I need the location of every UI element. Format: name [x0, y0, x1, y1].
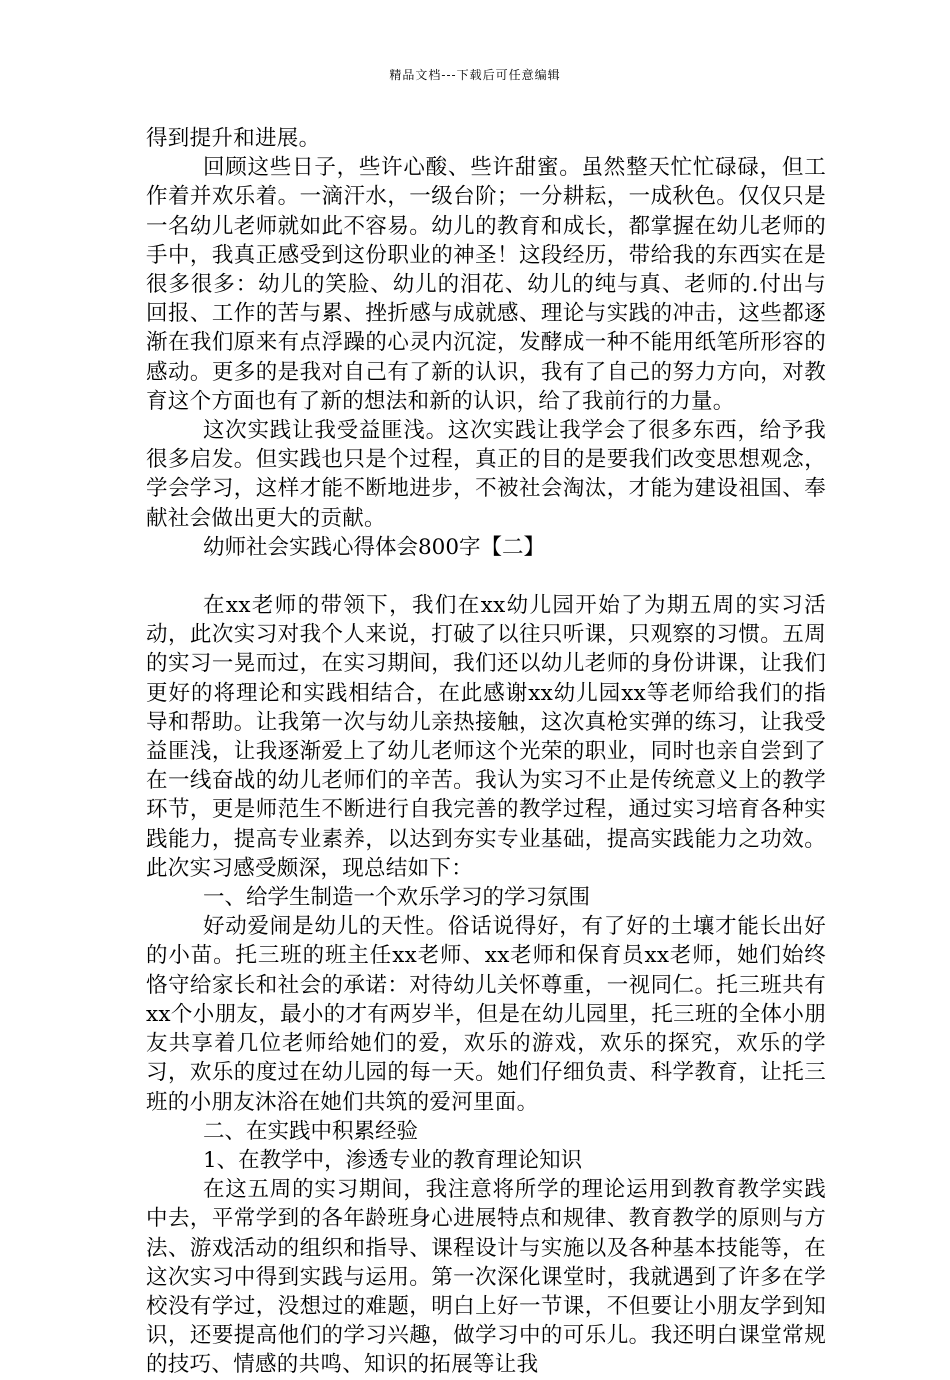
subsection-heading: 1、在教学中，渗透专业的教育理论知识: [203, 1147, 583, 1173]
paragraph: 得到提升和进展。: [146, 126, 321, 151]
paragraph: 回顾这些日子，些许心酸、些许甜蜜。虽然整天忙忙碌碌，但工作着并欢乐着。一滴汗水，一级台阶；一分耕耘，一成秋色。仅仅只是一名幼儿老师就如此不容易。幼儿的教育和成长，都掌握在幼儿老师的手中，我真正感受到这份职业的神圣！这段经历，带给我的东西实在是很多很多：幼儿的笑脸、幼儿的泪花、幼儿的纯与真、老师的.付出与回报、工作的苦与累、挫折感与成就感、理论与实践的冲击，这些都逐渐在我们原来有点浮躁的心灵内沉淀，发酵成一种不能用纸笔所形容的感动。更多的是我对自己有了新的认识，我有了自己的努力方向，对教育这个方面也有了新的想法和新的认识，给了我前行的力量。: [146, 155, 826, 414]
paragraph: 在这五周的实习期间，我注意将所学的理论运用到教育教学实践中去，平常学到的各年龄班身心进展特点和规律、教育教学的原则与方法、游戏活动的组织和指导、课程设计与实施以及各种基本技能等，在这次实习中得到实践与运用。第一次深化课堂时，我就遇到了许多在学校没有学过，没想过的难题，明白上好一节课，不但要让小朋友学到知识，还要提高他们的学习兴趣，做学习中的可乐儿。我还明白课堂常规的技巧、情感的共鸣、知识的拓展等让我: [146, 1177, 826, 1378]
section-heading: 一、给学生制造一个欢乐学习的学习氛围: [203, 885, 591, 911]
section-title: 幼师社会实践心得体会800字【二】: [203, 534, 546, 560]
paragraph: 在xx老师的带领下，我们在xx幼儿园开始了为期五周的实习活动，此次实习对我个人来说，打破了以往只听课，只观察的习惯。五周的实习一晃而过，在实习期间，我们还以幼儿老师的身份讲课，让我们更好的将理论和实践相结合，在此感谢xx幼儿园xx等老师给我们的指导和帮助。让我第一次与幼儿亲热接触，这次真枪实弹的练习，让我受益匪浅，让我逐渐爱上了幼儿老师这个光荣的职业，同时也亲自尝到了在一线奋战的幼儿老师们的辛苦。我认为实习不止是传统意义上的教学环节，更是师范生不断进行自我完善的教学过程，通过实习培育各种实践能力，提高专业素养，以达到夯实专业基础，提高实践能力之功效。此次实习感受颇深，现总结如下：: [146, 593, 826, 881]
paragraph: 这次实践让我受益匪浅。这次实践让我学会了很多东西，给予我很多启发。但实践也只是个过程，真正的目的是要我们改变思想观念，学会学习，这样才能不断地进步，不被社会淘汰，才能为建设祖国、奉献社会做出更大的贡献。: [146, 418, 826, 531]
document-body: [146, 124, 826, 1380]
page-header: 精品文档---下载后可任意编辑: [389, 68, 561, 82]
paragraph: 好动爱闹是幼儿的天性。俗话说得好，有了好的土壤才能长出好的小苗。托三班的班主任xx老师、xx老师和保育员xx老师，她们始终恪守给家长和社会的承诺：对待幼儿关怀尊重，一视同仁。托三班共有xx个小朋友，最小的才有两岁半，但是在幼儿园里，托三班的全体小朋友共享着几位老师给她们的爱，欢乐的游戏，欢乐的探究，欢乐的学习，欢乐的度过在幼儿园的每一天。她们仔细负责、科学教育，让托三班的小朋友沐浴在她们共筑的爱河里面。: [146, 914, 826, 1115]
section-heading: 二、在实践中积累经验: [203, 1118, 419, 1144]
blank-line: [146, 562, 826, 591]
